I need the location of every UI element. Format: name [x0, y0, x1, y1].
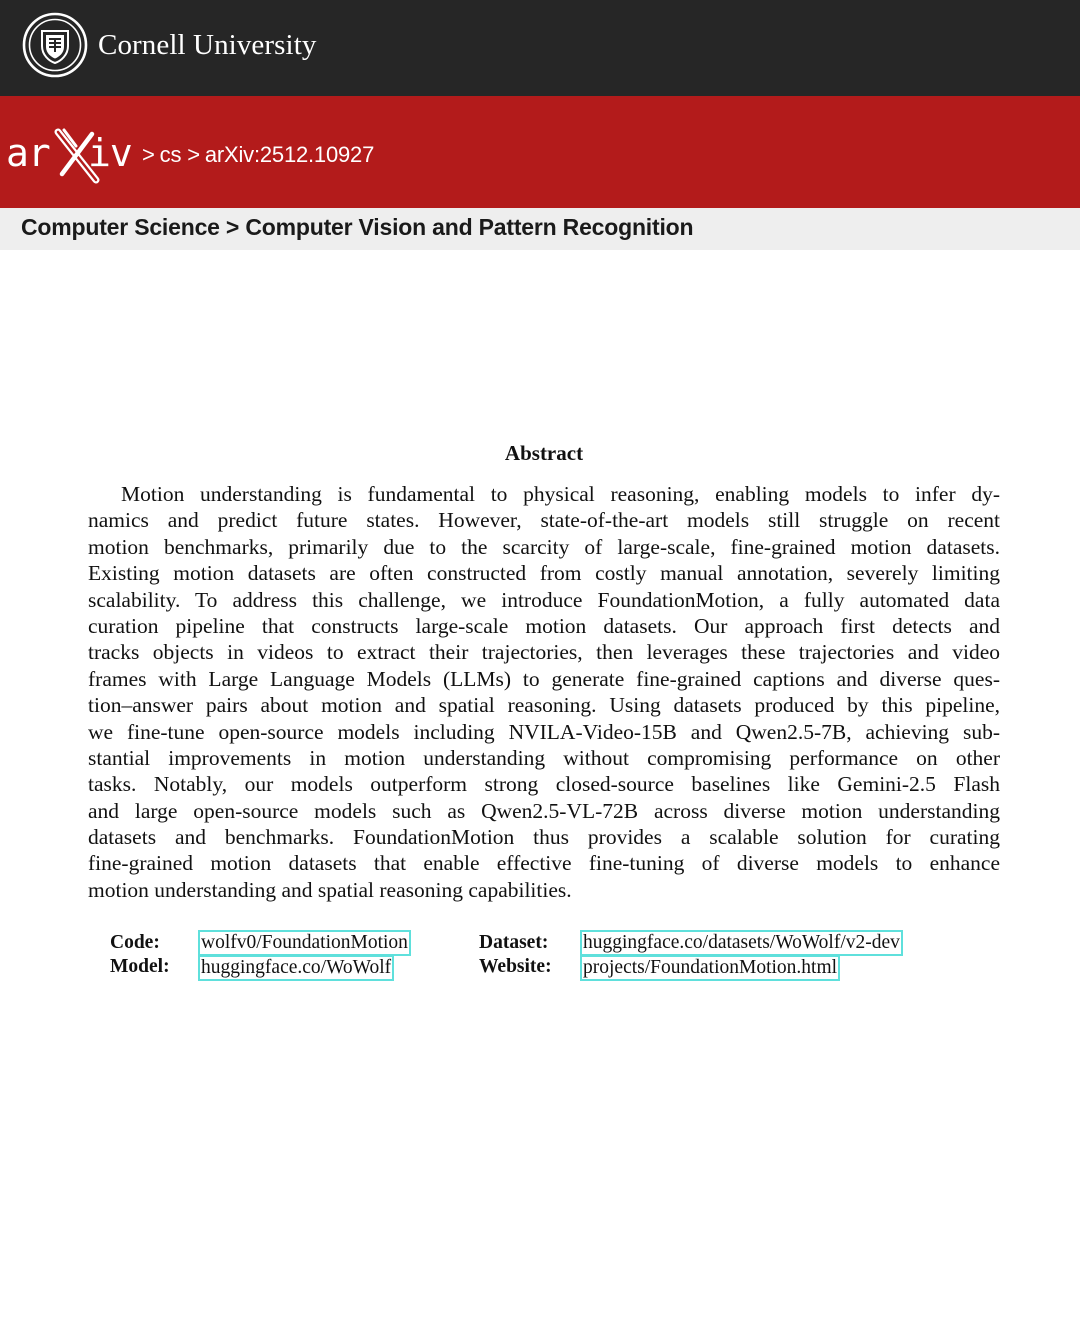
- cornell-university-name[interactable]: Cornell University: [98, 29, 317, 61]
- model-label: Model:: [110, 956, 170, 977]
- abstract-line: we fine-tune open-source models including NVILA-Video-15B and Qwen2.5-7B, achieving sub-: [88, 719, 1000, 744]
- breadcrumb: [142, 140, 374, 170]
- abstract-line: motion benchmarks, primarily due to the scarcity of large-scale, fine-grained motion datasets.: [88, 534, 1000, 559]
- abstract-line: tion–answer pairs about motion and spatial reasoning. Using datasets produced by this pipeline,: [88, 693, 1000, 718]
- abstract-line: Motion understanding is fundamental to physical reasoning, enabling models to infer dy-: [121, 482, 1000, 506]
- svg-text:iv: iv: [88, 131, 132, 175]
- abstract-line: fine-grained motion datasets that enable effective fine-tuning of diverse models to enhance: [88, 851, 1000, 876]
- abstract-heading: Abstract: [504, 441, 584, 465]
- svg-text:ar: ar: [6, 131, 50, 175]
- breadcrumb-cs-link[interactable]: cs: [159, 142, 182, 167]
- abstract-line: and large open-source models such as Qwen2.5-VL-72B across diverse motion understanding: [88, 798, 1000, 823]
- arxiv-logo-icon[interactable]: [6, 124, 136, 184]
- abstract-text: [88, 481, 1000, 903]
- model-link[interactable]: huggingface.co/WoWolf: [198, 955, 394, 981]
- abstract-line: Existing motion datasets are often constructed from costly manual annotation, severely limiting: [88, 561, 1000, 586]
- abstract-line: tasks. Notably, our models outperform strong closed-source baselines like Gemini-2.5 Flash: [88, 772, 1000, 797]
- abstract-line: namics and predict future states. However, state-of-the-art models still struggle on recent: [88, 508, 1000, 533]
- breadcrumb-paper-id: arXiv:2512.10927: [204, 142, 375, 167]
- subject-heading: Computer Science > Computer Vision and Pattern Recognition: [21, 214, 694, 240]
- breadcrumb-separator: >: [142, 142, 155, 167]
- breadcrumb-separator: >: [187, 142, 200, 167]
- abstract-line: scalability. To address this challenge, we introduce FoundationMotion, a fully automated data: [88, 587, 1000, 612]
- code-link[interactable]: wolfv0/FoundationMotion: [198, 930, 411, 956]
- dataset-link[interactable]: huggingface.co/datasets/WoWolf/v2-dev: [580, 930, 903, 956]
- website-link[interactable]: projects/FoundationMotion.html: [580, 955, 840, 981]
- abstract-line: tracks objects in videos to extract their trajectories, then leverages these trajectories and video: [88, 640, 1000, 665]
- abstract-line: motion understanding and spatial reasoning capabilities.: [88, 877, 572, 902]
- website-label: Website:: [479, 956, 552, 977]
- abstract-line: stantial improvements in motion understanding without compromising performance on other: [88, 745, 1000, 770]
- abstract-line: datasets and benchmarks. FoundationMotion thus provides a scalable solution for curating: [88, 825, 1000, 850]
- cornell-seal-icon[interactable]: [22, 12, 88, 78]
- dataset-label: Dataset:: [479, 932, 549, 953]
- abstract-line: frames with Large Language Models (LLMs) to generate fine-grained captions and diverse ques-: [88, 666, 1000, 691]
- code-label: Code:: [110, 932, 160, 953]
- abstract-line: curation pipeline that constructs large-scale motion datasets. Our approach first detects and: [88, 613, 1000, 638]
